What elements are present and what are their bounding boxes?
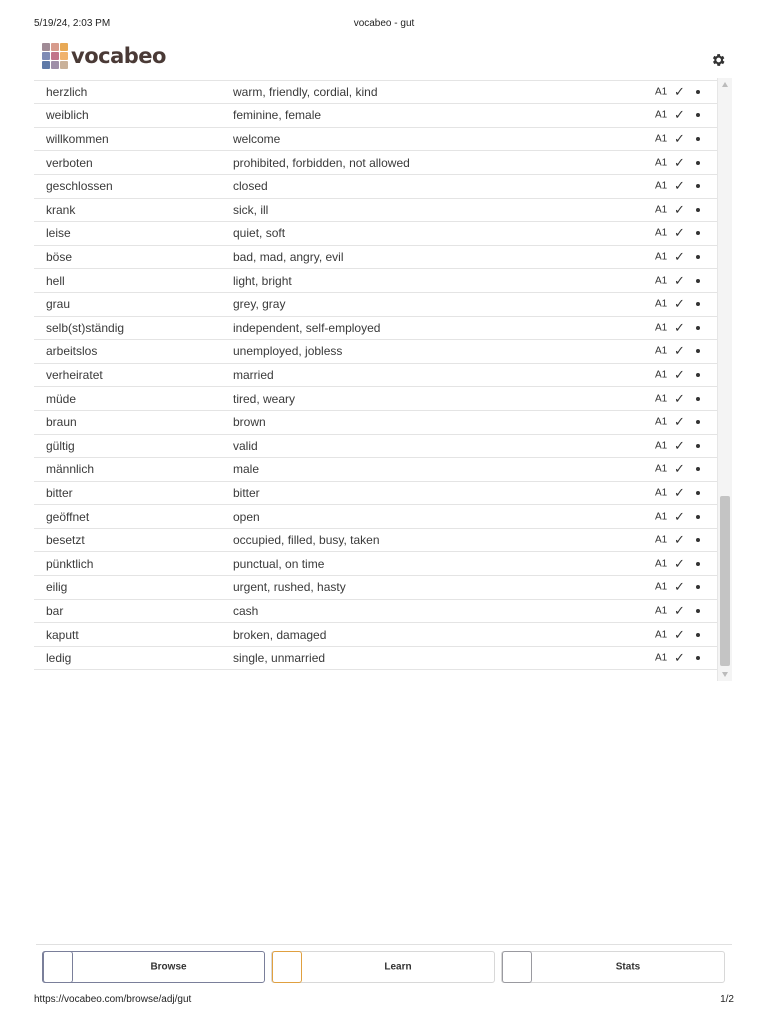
english-translation: sick, ill bbox=[233, 202, 269, 217]
german-word: willkommen bbox=[46, 132, 109, 147]
german-word: geschlossen bbox=[46, 179, 113, 194]
english-translation: broken, damaged bbox=[233, 627, 327, 642]
more-dot-icon[interactable] bbox=[696, 208, 700, 212]
level-badge: A1 bbox=[655, 275, 668, 287]
word-row[interactable] bbox=[34, 411, 717, 435]
logo-grid-icon bbox=[42, 43, 68, 69]
more-dot-icon[interactable] bbox=[696, 184, 700, 188]
english-translation: closed bbox=[233, 179, 268, 194]
level-badge: A1 bbox=[655, 157, 668, 169]
print-url: https://vocabeo.com/browse/adj/gut bbox=[34, 994, 192, 1005]
more-dot-icon[interactable] bbox=[696, 656, 700, 660]
more-dot-icon[interactable] bbox=[696, 255, 700, 259]
word-row[interactable] bbox=[34, 623, 717, 647]
german-word: pünktlich bbox=[46, 556, 94, 571]
level-badge: A1 bbox=[655, 652, 668, 664]
english-translation: brown bbox=[233, 415, 266, 430]
level-badge: A1 bbox=[655, 227, 668, 239]
level-badge: A1 bbox=[655, 440, 668, 452]
check-icon[interactable]: ✓ bbox=[674, 650, 685, 666]
level-badge: A1 bbox=[655, 487, 668, 499]
level-badge: A1 bbox=[655, 393, 668, 405]
level-badge: A1 bbox=[655, 581, 668, 593]
logo-square bbox=[42, 52, 50, 60]
logo-square bbox=[60, 61, 68, 69]
german-word: bitter bbox=[46, 485, 73, 500]
level-badge: A1 bbox=[655, 534, 668, 546]
german-word: hell bbox=[46, 273, 65, 288]
english-translation: bitter bbox=[233, 485, 260, 500]
scroll-down-icon[interactable] bbox=[722, 672, 728, 677]
check-icon[interactable]: ✓ bbox=[674, 555, 685, 571]
print-page-number: 1/2 bbox=[720, 994, 734, 1005]
word-list bbox=[34, 57, 717, 670]
word-row[interactable] bbox=[34, 364, 717, 388]
word-row[interactable] bbox=[34, 387, 717, 411]
word-row[interactable] bbox=[34, 246, 717, 270]
english-translation: male bbox=[233, 462, 260, 477]
more-dot-icon[interactable] bbox=[696, 231, 700, 235]
check-icon[interactable]: ✓ bbox=[674, 83, 685, 99]
german-word: ledig bbox=[46, 651, 72, 666]
word-row[interactable] bbox=[34, 151, 717, 175]
check-icon[interactable]: ✓ bbox=[674, 249, 685, 265]
word-row[interactable] bbox=[34, 482, 717, 506]
german-word: verheiratet bbox=[46, 368, 103, 383]
word-row[interactable] bbox=[34, 458, 717, 482]
logo-square bbox=[51, 52, 59, 60]
more-dot-icon[interactable] bbox=[696, 420, 700, 424]
tab-learn[interactable] bbox=[271, 951, 495, 983]
level-badge: A1 bbox=[655, 369, 668, 381]
check-icon[interactable]: ✓ bbox=[674, 343, 685, 359]
tab-browse[interactable] bbox=[42, 951, 265, 983]
word-row[interactable] bbox=[34, 317, 717, 341]
check-icon[interactable]: ✓ bbox=[674, 461, 685, 477]
logo-square bbox=[51, 61, 59, 69]
level-badge: A1 bbox=[655, 204, 668, 216]
print-footer bbox=[34, 994, 734, 1008]
logo-square bbox=[42, 43, 50, 51]
check-icon[interactable]: ✓ bbox=[674, 178, 685, 194]
level-badge: A1 bbox=[655, 322, 668, 334]
german-word: grau bbox=[46, 297, 71, 312]
print-title: vocabeo - gut bbox=[353, 18, 415, 29]
english-translation: warm, friendly, cordial, kind bbox=[233, 84, 378, 99]
scrollbar[interactable] bbox=[717, 78, 732, 681]
german-word: männlich bbox=[46, 462, 95, 477]
level-badge: A1 bbox=[655, 133, 668, 145]
german-word: leise bbox=[46, 226, 71, 241]
more-dot-icon[interactable] bbox=[696, 515, 700, 519]
english-translation: valid bbox=[233, 438, 258, 453]
logo-square bbox=[42, 61, 50, 69]
more-dot-icon[interactable] bbox=[696, 349, 700, 353]
german-word: eilig bbox=[46, 580, 68, 595]
word-row[interactable] bbox=[34, 435, 717, 459]
more-dot-icon[interactable] bbox=[696, 113, 700, 117]
more-dot-icon[interactable] bbox=[696, 326, 700, 330]
german-word: geöffnet bbox=[46, 509, 90, 524]
check-icon[interactable]: ✓ bbox=[674, 390, 685, 406]
more-dot-icon[interactable] bbox=[696, 279, 700, 283]
english-translation: prohibited, forbidden, not allowed bbox=[233, 155, 410, 170]
more-dot-icon[interactable] bbox=[696, 491, 700, 495]
tab-stats-label: Stats bbox=[615, 961, 641, 973]
german-word: gültig bbox=[46, 438, 75, 453]
more-dot-icon[interactable] bbox=[696, 373, 700, 377]
german-word: arbeitslos bbox=[46, 344, 98, 359]
check-icon[interactable]: ✓ bbox=[674, 579, 685, 595]
scroll-up-icon[interactable] bbox=[722, 82, 728, 87]
print-timestamp: 5/19/24, 2:03 PM bbox=[34, 18, 111, 29]
check-icon[interactable]: ✓ bbox=[674, 508, 685, 524]
level-badge: A1 bbox=[655, 298, 668, 310]
level-badge: A1 bbox=[655, 180, 668, 192]
english-translation: tired, weary bbox=[233, 391, 296, 406]
gear-icon[interactable] bbox=[710, 52, 726, 68]
word-row[interactable] bbox=[34, 505, 717, 529]
more-dot-icon[interactable] bbox=[696, 444, 700, 448]
check-icon[interactable]: ✓ bbox=[674, 154, 685, 170]
logo[interactable] bbox=[42, 43, 166, 69]
more-dot-icon[interactable] bbox=[696, 302, 700, 306]
word-row[interactable] bbox=[34, 222, 717, 246]
word-row[interactable] bbox=[34, 600, 717, 624]
german-word: krank bbox=[46, 202, 76, 217]
more-dot-icon[interactable] bbox=[696, 538, 700, 542]
english-translation: unemployed, jobless bbox=[233, 344, 343, 359]
german-word: böse bbox=[46, 250, 73, 265]
more-dot-icon[interactable] bbox=[696, 633, 700, 637]
stats-icon bbox=[502, 951, 532, 983]
english-translation: quiet, soft bbox=[233, 226, 286, 241]
level-badge: A1 bbox=[655, 605, 668, 617]
check-icon[interactable]: ✓ bbox=[674, 532, 685, 548]
level-badge: A1 bbox=[655, 86, 668, 98]
check-icon[interactable]: ✓ bbox=[674, 602, 685, 618]
german-word: besetzt bbox=[46, 533, 85, 548]
check-icon[interactable]: ✓ bbox=[674, 107, 685, 123]
check-icon[interactable]: ✓ bbox=[674, 626, 685, 642]
word-row[interactable] bbox=[34, 340, 717, 364]
tab-learn-label: Learn bbox=[384, 961, 412, 973]
check-icon[interactable]: ✓ bbox=[674, 201, 685, 217]
word-row[interactable] bbox=[34, 104, 717, 128]
word-row[interactable] bbox=[34, 175, 717, 199]
learn-icon bbox=[272, 951, 302, 983]
app-header bbox=[40, 40, 732, 78]
tab-stats[interactable] bbox=[501, 951, 725, 983]
english-translation: light, bright bbox=[233, 273, 292, 288]
english-translation: single, unmarried bbox=[233, 651, 326, 666]
german-word: herzlich bbox=[46, 84, 88, 99]
level-badge: A1 bbox=[655, 345, 668, 357]
more-dot-icon[interactable] bbox=[696, 609, 700, 613]
german-word: müde bbox=[46, 391, 77, 406]
browse-icon bbox=[43, 951, 73, 983]
more-dot-icon[interactable] bbox=[696, 161, 700, 165]
english-translation: feminine, female bbox=[233, 108, 322, 123]
check-icon[interactable]: ✓ bbox=[674, 272, 685, 288]
word-row[interactable] bbox=[34, 576, 717, 600]
word-row[interactable] bbox=[34, 269, 717, 293]
english-translation: punctual, on time bbox=[233, 556, 325, 571]
word-row[interactable] bbox=[34, 128, 717, 152]
logo-square bbox=[51, 43, 59, 51]
level-badge: A1 bbox=[655, 463, 668, 475]
english-translation: occupied, filled, busy, taken bbox=[233, 533, 380, 548]
logo-square bbox=[60, 43, 68, 51]
english-translation: open bbox=[233, 509, 260, 524]
more-dot-icon[interactable] bbox=[696, 90, 700, 94]
german-word: bar bbox=[46, 603, 64, 618]
more-dot-icon[interactable] bbox=[696, 137, 700, 141]
more-dot-icon[interactable] bbox=[696, 467, 700, 471]
logo-text: vocabeo bbox=[71, 44, 166, 68]
level-badge: A1 bbox=[655, 251, 668, 263]
german-word: kaputt bbox=[46, 627, 79, 642]
check-icon[interactable]: ✓ bbox=[674, 319, 685, 335]
more-dot-icon[interactable] bbox=[696, 562, 700, 566]
logo-square bbox=[60, 52, 68, 60]
english-translation: married bbox=[233, 368, 274, 383]
word-row[interactable] bbox=[34, 293, 717, 317]
word-row[interactable] bbox=[34, 647, 717, 671]
level-badge: A1 bbox=[655, 511, 668, 523]
german-word: selb(st)ständig bbox=[46, 320, 125, 335]
word-row[interactable] bbox=[34, 81, 717, 105]
english-translation: cash bbox=[233, 603, 259, 618]
word-row[interactable] bbox=[34, 199, 717, 223]
bottom-tab-bar bbox=[36, 944, 732, 988]
english-translation: bad, mad, angry, evil bbox=[233, 250, 344, 265]
german-word: weiblich bbox=[46, 108, 89, 123]
word-list-container[interactable] bbox=[34, 68, 732, 682]
german-word: braun bbox=[46, 415, 77, 430]
check-icon[interactable]: ✓ bbox=[674, 296, 685, 312]
print-header bbox=[34, 18, 734, 32]
english-translation: urgent, rushed, hasty bbox=[233, 580, 346, 595]
check-icon[interactable]: ✓ bbox=[674, 131, 685, 147]
tab-browse-label: Browse bbox=[150, 961, 187, 973]
check-icon[interactable]: ✓ bbox=[674, 414, 685, 430]
english-translation: welcome bbox=[233, 132, 281, 147]
check-icon[interactable]: ✓ bbox=[674, 367, 685, 383]
english-translation: independent, self-employed bbox=[233, 320, 381, 335]
more-dot-icon[interactable] bbox=[696, 397, 700, 401]
level-badge: A1 bbox=[655, 558, 668, 570]
word-row[interactable] bbox=[34, 552, 717, 576]
level-badge: A1 bbox=[655, 416, 668, 428]
level-badge: A1 bbox=[655, 629, 668, 641]
word-row[interactable] bbox=[34, 529, 717, 553]
scrollbar-thumb[interactable] bbox=[720, 496, 730, 666]
more-dot-icon[interactable] bbox=[696, 585, 700, 589]
check-icon[interactable]: ✓ bbox=[674, 437, 685, 453]
german-word: verboten bbox=[46, 155, 93, 170]
level-badge: A1 bbox=[655, 109, 668, 121]
check-icon[interactable]: ✓ bbox=[674, 225, 685, 241]
english-translation: grey, gray bbox=[233, 297, 286, 312]
check-icon[interactable]: ✓ bbox=[674, 484, 685, 500]
